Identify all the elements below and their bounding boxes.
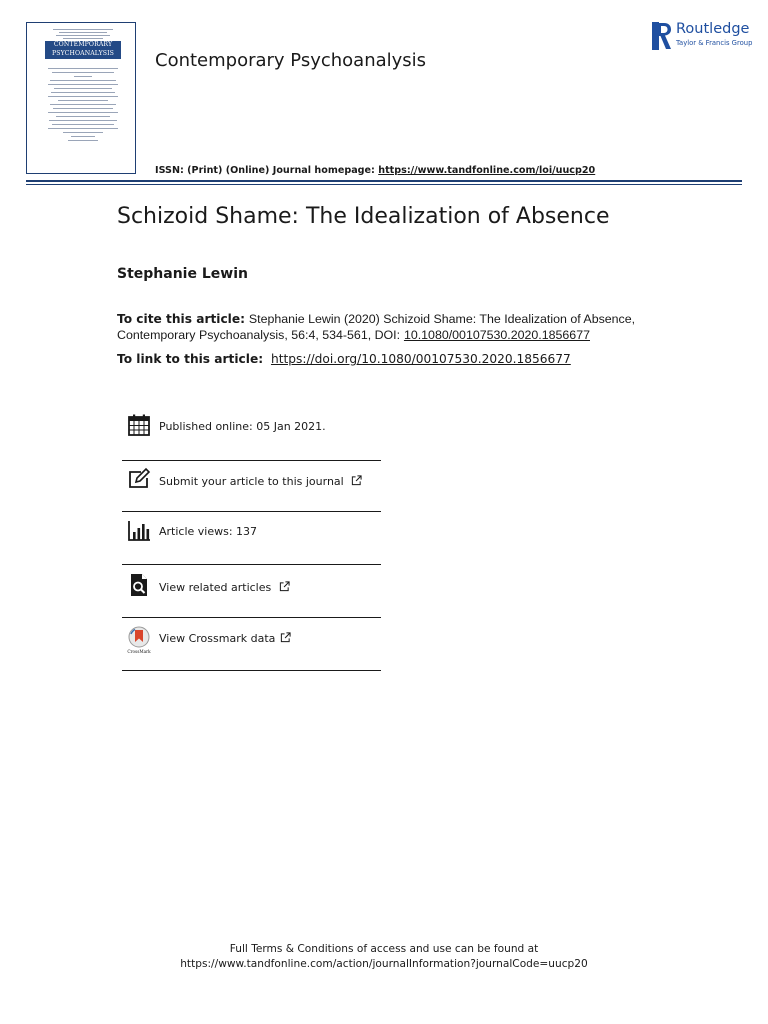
terms-text: Full Terms & Conditions of access and use can be found at bbox=[229, 943, 539, 955]
external-link-icon bbox=[280, 632, 291, 643]
related-articles-label bbox=[159, 581, 290, 594]
external-link-icon bbox=[351, 475, 362, 486]
article-author: Stephanie Lewin bbox=[117, 266, 248, 282]
article-link-line bbox=[117, 352, 571, 366]
cover-contents-lines bbox=[47, 65, 119, 144]
article-views: Article views: 137 bbox=[159, 525, 258, 538]
edit-icon bbox=[127, 467, 151, 491]
cover-title-band bbox=[45, 41, 121, 59]
journal-homepage-link[interactable]: https://www.tandfonline.com/loi/uucp20 bbox=[378, 165, 596, 176]
publisher-name: Routledge bbox=[676, 21, 750, 37]
external-link-icon bbox=[279, 581, 290, 592]
cite-label: To cite this article: bbox=[117, 312, 246, 326]
issn-label: ISSN: (Print) (Online) Journal homepage: bbox=[155, 165, 375, 176]
publisher-group: Taylor & Francis Group bbox=[676, 39, 753, 47]
calendar-icon bbox=[127, 413, 151, 437]
article-doi-link[interactable]: https://doi.org/10.1080/00107530.2020.1856677 bbox=[270, 352, 571, 366]
terms-footer bbox=[0, 942, 768, 972]
crossmark-text: View Crossmark data bbox=[159, 632, 276, 645]
related-articles-link[interactable] bbox=[122, 565, 381, 615]
document-search-icon bbox=[127, 573, 151, 597]
cite-doi-link[interactable]: 10.1080/00107530.2020.1856677 bbox=[403, 328, 590, 342]
link-label: To link to this article: bbox=[117, 352, 264, 366]
journal-cover-image bbox=[26, 22, 136, 174]
routledge-r-icon bbox=[652, 22, 672, 50]
journal-name: Contemporary Psychoanalysis bbox=[155, 50, 427, 71]
terms-url[interactable]: https://www.tandfonline.com/action/journalInformation?journalCode=uucp20 bbox=[180, 958, 588, 970]
crossmark-badge-text: CrossMark bbox=[127, 649, 151, 654]
published-date: Published online: 05 Jan 2021. bbox=[159, 420, 326, 433]
header-rule bbox=[26, 180, 742, 182]
submit-article-link[interactable] bbox=[122, 461, 381, 511]
cover-title-line1: CONTEMPORARY bbox=[53, 41, 113, 48]
bar-chart-icon bbox=[127, 519, 151, 543]
related-articles-text: View related articles bbox=[159, 581, 272, 594]
crossmark-label bbox=[159, 632, 291, 645]
divider bbox=[122, 670, 381, 671]
cite-text: Stephanie Lewin (2020) Schizoid Shame: The Idealization of Absence, Contemporary Psychoanalysis, 56:4, 534-561, DOI: bbox=[117, 312, 636, 342]
issn-line bbox=[155, 165, 595, 176]
submit-article-label bbox=[159, 475, 362, 488]
routledge-logo bbox=[652, 20, 752, 52]
submit-article-text: Submit your article to this journal bbox=[159, 475, 344, 488]
cover-header-lines bbox=[53, 27, 113, 41]
cover-title-line2: PSYCHOANALYSIS bbox=[51, 49, 115, 57]
crossmark-link[interactable] bbox=[122, 618, 381, 668]
header-rule-thin bbox=[26, 184, 742, 185]
article-views-info bbox=[122, 512, 381, 562]
published-info bbox=[122, 405, 381, 455]
article-title: Schizoid Shame: The Idealization of Absence bbox=[117, 204, 610, 229]
crossmark-icon bbox=[126, 626, 152, 654]
citation-block bbox=[117, 311, 677, 343]
